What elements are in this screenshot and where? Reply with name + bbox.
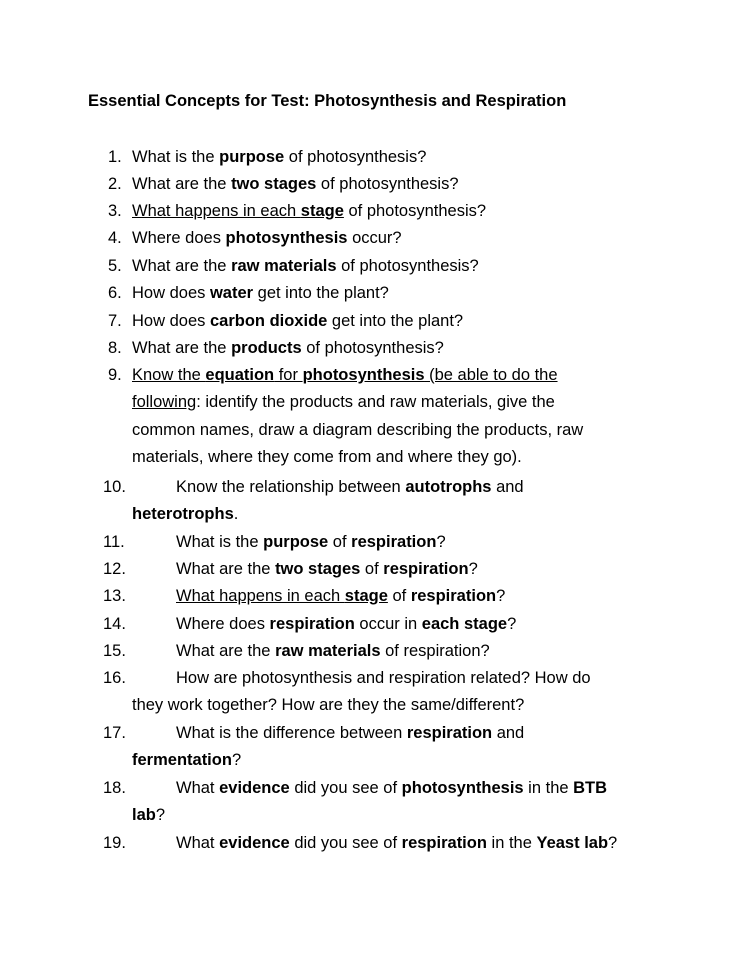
question-text: How does carbon dioxide get into the plant? <box>132 312 464 330</box>
question-text: What evidence did you see of respiration in the Yeast lab? <box>176 834 618 852</box>
question-number: 11. <box>103 533 125 551</box>
question-number: 7. <box>108 312 122 330</box>
question-text: What are the raw materials of photosynthesis? <box>132 257 479 275</box>
question-text: Where does photosynthesis occur? <box>132 229 402 247</box>
question-text: Know the equation for photosynthesis (be able to do the <box>132 366 558 384</box>
question-text: What is the purpose of respiration? <box>176 533 446 551</box>
question-text-continued: common names, draw a diagram describing the products, raw <box>132 420 584 439</box>
question-text-continued: they work together? How are they the same/different? <box>132 696 525 715</box>
question-text: What is the difference between respiration and <box>176 724 525 742</box>
question-number: 12. <box>103 560 126 578</box>
question-number: 16. <box>103 669 126 687</box>
question-number: 4. <box>108 229 122 247</box>
question-number: 19. <box>103 834 126 852</box>
question-number: 8. <box>108 339 122 357</box>
question-text: Where does respiration occur in each stage? <box>176 615 517 633</box>
question-text: What are the products of photosynthesis? <box>132 339 444 357</box>
question-number: 13. <box>103 587 126 605</box>
question-text-continued: lab? <box>132 806 166 825</box>
question-text: What are the two stages of respiration? <box>176 560 478 578</box>
question-number: 14. <box>103 615 126 633</box>
question-number: 17. <box>103 724 126 742</box>
question-text-continued: following: identify the products and raw materials, give the <box>132 393 555 412</box>
document-title: Essential Concepts for Test: Photosynthesis and Respiration <box>88 92 567 110</box>
question-text-continued: materials, where they come from and where they go). <box>132 447 522 466</box>
question-text: What evidence did you see of photosynthesis in the BTB <box>176 779 608 797</box>
question-number: 6. <box>108 284 122 302</box>
question-text: What are the raw materials of respiration? <box>176 642 490 660</box>
question-text: What are the two stages of photosynthesis? <box>132 175 459 193</box>
question-number: 2. <box>108 175 122 193</box>
question-text-continued: heterotrophs. <box>132 505 239 524</box>
question-number: 18. <box>103 779 126 797</box>
question-text: Know the relationship between autotrophs and <box>176 478 524 496</box>
question-text: How does water get into the plant? <box>132 284 389 302</box>
question-text: What is the purpose of photosynthesis? <box>132 148 427 166</box>
question-number: 3. <box>108 202 122 220</box>
question-number: 5. <box>108 257 122 275</box>
question-number: 15. <box>103 642 126 660</box>
question-text: What happens in each stage of respiration? <box>176 587 506 605</box>
question-number: 10. <box>103 478 126 496</box>
question-text: How are photosynthesis and respiration related? How do <box>176 669 591 687</box>
question-number: 1. <box>108 148 122 166</box>
question-text: What happens in each stage of photosynthesis? <box>132 202 487 220</box>
question-text-continued: fermentation? <box>132 751 242 770</box>
question-number: 9. <box>108 366 122 384</box>
